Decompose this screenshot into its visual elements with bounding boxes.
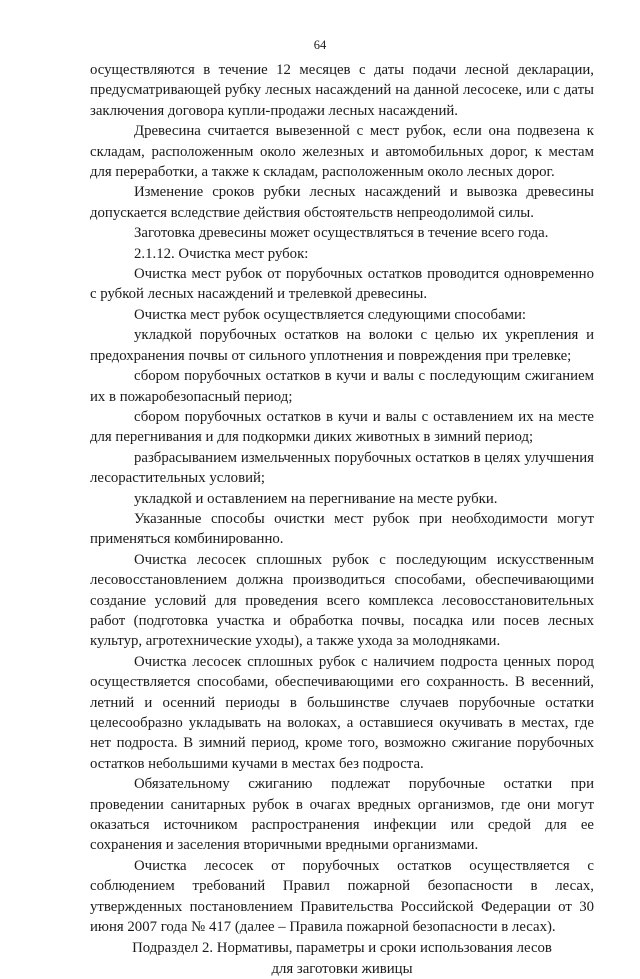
list-item: укладкой порубочных остатков на волоки с целью их укрепления и предохранения почвы от сильного уплотнения и повреждения при трелевке; <box>90 327 594 364</box>
paragraph: Очистка мест рубок осуществляется следующими способами: <box>134 306 527 323</box>
list-item: укладкой и оставлением на перегнивание на месте рубки. <box>134 490 498 507</box>
list-item: сбором порубочных остатков в кучи и валы с последующим сжиганием их в пожаробезопасный период; <box>90 368 594 405</box>
subsection-heading: Подраздел 2. Нормативы, параметры и сроки использования лесов для заготовки живицы <box>132 940 552 977</box>
page-body <box>90 60 594 979</box>
paragraph: Изменение сроков рубки лесных насаждений и вывозка древесины допускается вследствие действия обстоятельств непреодолимой силы. <box>90 184 594 221</box>
paragraph: осуществляются в течение 12 месяцев с даты подачи лесной декларации, предусматривающей рубку лесных насаждений на данной лесосеке, или с даты заключения договора купли-продажи лесных насаждений. <box>90 62 594 119</box>
list-item: сбором порубочных остатков в кучи и валы с оставлением их на месте для перегнивания и для подкормки диких животных в зимний период; <box>90 408 594 446</box>
paragraph: Очистка лесосек от порубочных остатков осуществляется с соблюдением требований Правил пожарной безопасности в лесах, утвержденных постановлением Правительства Российской Федерации от 30 июня 2007 года № 417 (далее – Правила пожарной безопасности в лесах). <box>90 857 594 936</box>
paragraph: Заготовка древесины может осуществляться в течение всего года. <box>134 225 549 242</box>
paragraph: Очистка лесосек сплошных рубок с последующим искусственным лесовосстановлением должна производиться способами, обеспечивающими создание условий для проведения всего комплекса лесовосстановительных работ (подготовка участка и обработка почвы, посадка или посев лесных культур, агротехнические уходы), а также ухода за молодняками. <box>90 551 594 650</box>
paragraph: Древесина считается вывезенной с мест рубок, если она подвезена к складам, расположенным около железных и автомобильных дорог, к местам для переработки, а также к складам, расположенным около лесных дорог. <box>90 123 594 181</box>
section-heading: 2.1.12. Очистка мест рубок: <box>134 245 309 262</box>
page-number: 64 <box>313 38 327 52</box>
paragraph: Указанные способы очистки мест рубок при необходимости могут применяться комбинированно. <box>90 510 594 548</box>
list-item: разбрасыванием измельченных порубочных остатков в целях улучшения лесорастительных условий; <box>90 449 594 487</box>
paragraph: Очистка лесосек сплошных рубок с наличием подроста ценных пород осуществляется способами, обеспечивающими его сохранность. В весенний, летний и осенний периоды в большинстве случаев порубочные остатки целесообразно укладывать на волоках, а оставшиеся окучивать в местах, где нет подроста. В зимний период, кроме того, возможно сжигание порубочных остатков небольшими кучами в местах без подроста. <box>90 653 594 772</box>
paragraph: Очистка мест рубок от порубочных остатков проводится одновременно с рубкой лесных насаждений и трелевкой древесины. <box>90 266 594 303</box>
paragraph: Обязательному сжиганию подлежат порубочные остатки при проведении санитарных рубок в очагах вредных организмов, где они могут оказаться источником распространения инфекции или средой для ее сохранения и заселения вторичными вредными организмами. <box>90 776 594 854</box>
